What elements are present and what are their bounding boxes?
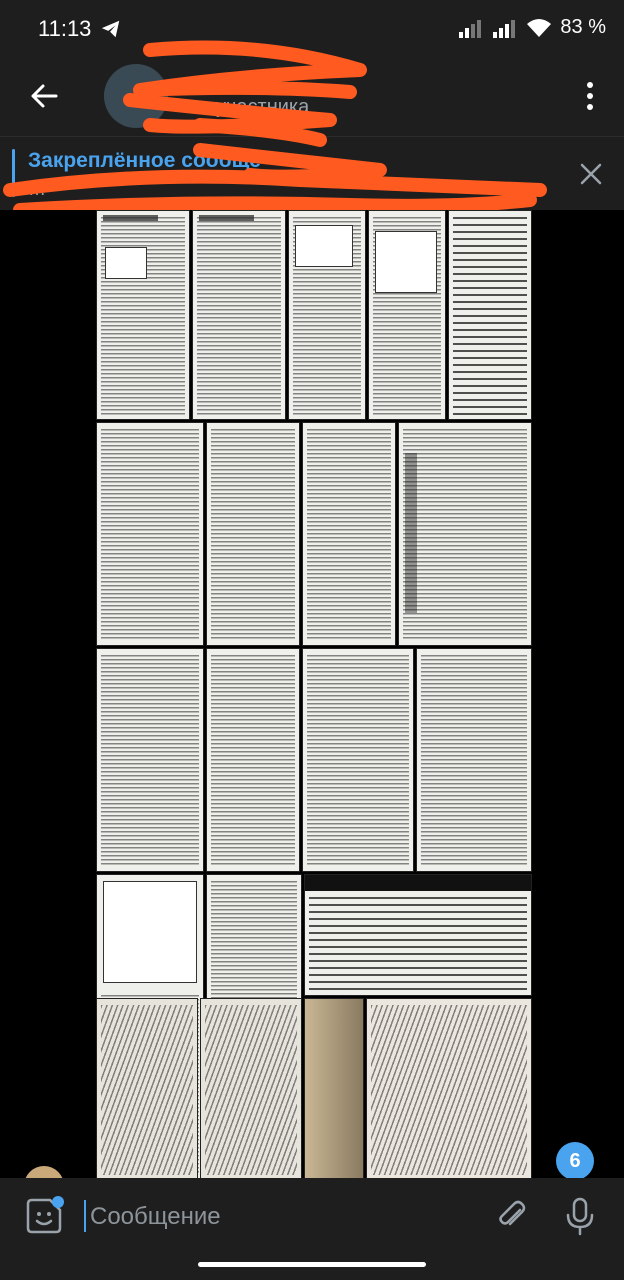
paperclip-icon[interactable] (494, 1198, 530, 1234)
album-photo[interactable] (398, 422, 532, 646)
chat-area[interactable] (0, 210, 624, 1178)
album-photo[interactable] (96, 210, 190, 420)
status-indicators (458, 16, 606, 39)
battery-level: 83 % (560, 16, 606, 38)
more-menu-button[interactable] (576, 74, 604, 118)
sticker-new-indicator (52, 1196, 64, 1208)
pinned-label: Закреплённое сообще (28, 149, 261, 172)
chat-avatar[interactable] (104, 64, 168, 128)
arrow-left-icon (29, 81, 59, 111)
status-time: 11:13 (38, 16, 92, 41)
album-photo[interactable] (206, 422, 300, 646)
album-photo[interactable] (96, 648, 204, 872)
album-photo[interactable] (304, 874, 532, 996)
more-vertical-icon (586, 81, 594, 111)
pinned-text: … (28, 179, 46, 199)
pinned-message-bar[interactable] (0, 136, 624, 211)
signal-icon (492, 18, 518, 38)
album-photo[interactable] (288, 210, 366, 420)
telegram-icon (100, 18, 122, 40)
home-indicator[interactable] (198, 1262, 426, 1267)
album-photo[interactable] (302, 648, 414, 872)
album-photo[interactable] (304, 998, 364, 1178)
text-cursor (84, 1200, 86, 1232)
message-input[interactable] (88, 1196, 472, 1238)
album-photo[interactable] (96, 422, 204, 646)
photo-album[interactable] (96, 210, 530, 1178)
album-photo[interactable] (366, 998, 532, 1178)
album-photo[interactable] (302, 422, 396, 646)
wifi-icon (526, 18, 552, 38)
unread-count-badge[interactable]: 6 (556, 1142, 594, 1178)
pinned-accent-line (12, 149, 15, 197)
sender-avatar[interactable] (24, 1166, 64, 1178)
album-photo[interactable] (448, 210, 532, 420)
album-photo[interactable] (368, 210, 446, 420)
album-photo[interactable] (206, 648, 300, 872)
message-input-bar (0, 1178, 624, 1258)
back-button[interactable] (22, 74, 66, 118)
close-icon[interactable] (578, 161, 604, 187)
album-photo[interactable] (96, 998, 198, 1178)
status-bar (0, 0, 624, 58)
chat-member-count: участника (216, 96, 310, 118)
album-photo[interactable] (200, 998, 302, 1178)
album-photo[interactable] (192, 210, 286, 420)
signal-icon (458, 18, 484, 38)
microphone-icon[interactable] (562, 1196, 598, 1236)
album-photo[interactable] (416, 648, 532, 872)
chat-header (0, 58, 624, 136)
